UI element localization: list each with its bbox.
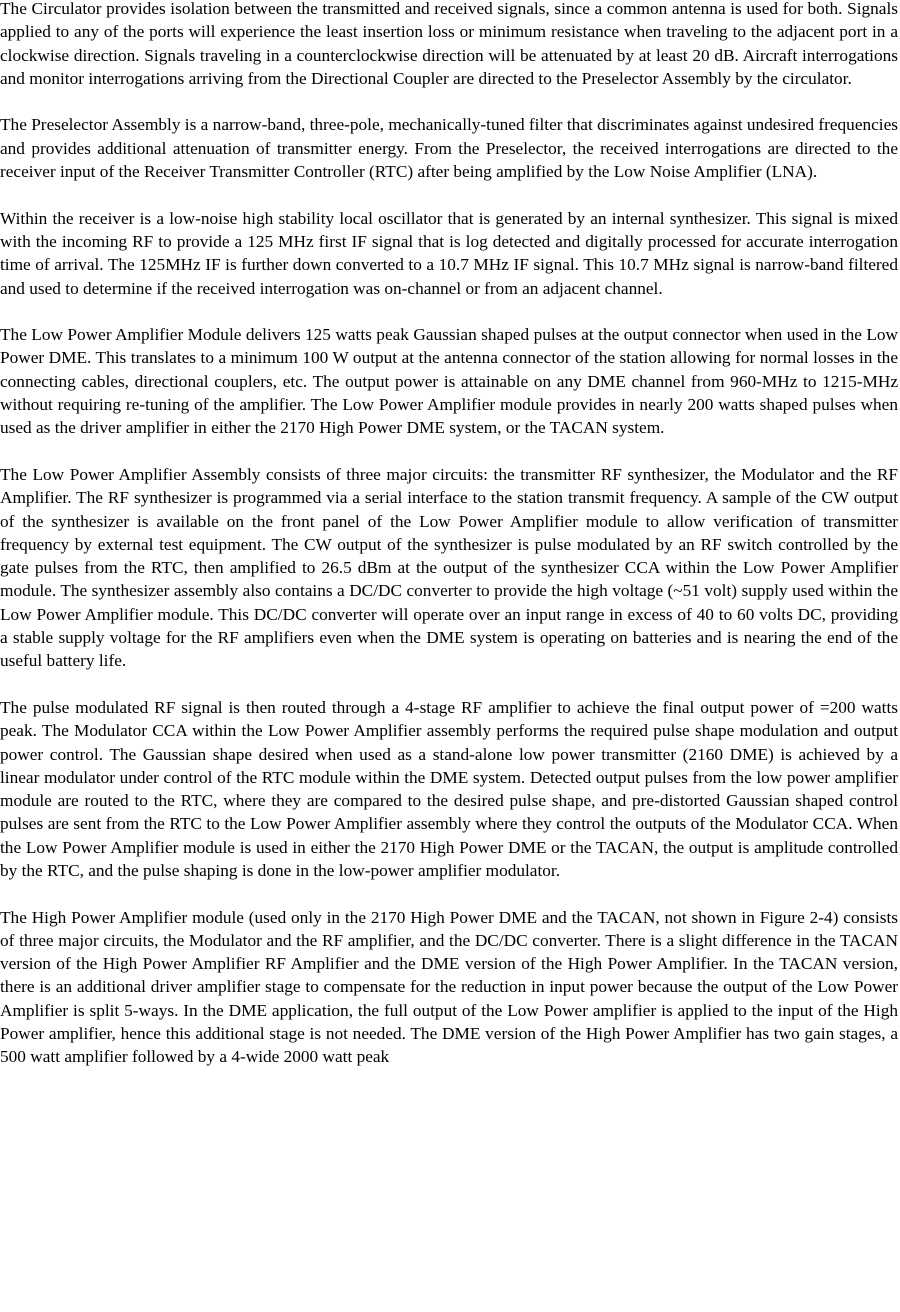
- paragraph-low-power-amplifier-module: The Low Power Amplifier Module delivers 125 watts peak Gaussian shaped pulses at the output connector when used in the Low Power DME. This translates to a minimum 100 W output at the antenna connector of the station allowing for normal losses in the connecting cables, directional couplers, etc. The output power is attainable on any DME channel from 960-MHz to 1215-MHz without requiring re-tuning of the amplifier. The Low Power Amplifier module provides in nearly 200 watts shaped pulses when used as the driver amplifier in either the 2170 High Power DME system, or the TACAN system.: [0, 325, 898, 438]
- paragraph-circulator: The Circulator provides isolation between the transmitted and received signals, since a common antenna is used for both. Signals applied to any of the ports will experience the least insertion loss or minimum resistance when traveling to the adjacent port in a clockwise direction. Signals traveling in a counterclockwise direction will be attenuated by at least 20 dB. Aircraft interrogations and monitor interrogations arriving from the Directional Coupler are directed to the Preselector Assembly by the circulator.: [0, 0, 898, 88]
- paragraph-preselector: The Preselector Assembly is a narrow-band, three-pole, mechanically-tuned filter that discriminates against undesired frequencies and provides additional attenuation of transmitter energy. From the Preselector, the received interrogations are directed to the receiver input of the Receiver Transmitter Controller (RTC) after being amplified by the Low Noise Amplifier (LNA).: [0, 115, 898, 182]
- paragraph-receiver: Within the receiver is a low-noise high stability local oscillator that is generated by an internal synthesizer. This signal is mixed with the incoming RF to provide a 125 MHz first IF signal that is log detected and digitally processed for accurate interrogation time of arrival. The 125MHz IF is further down converted to a 10.7 MHz IF signal. This 10.7 MHz signal is narrow-band filtered and used to determine if the received interrogation was on-channel or from an adjacent channel.: [0, 208, 898, 298]
- paragraph-high-power-amplifier: The High Power Amplifier module (used only in the 2170 High Power DME and the TACAN, not shown in Figure 2-4) consists of three major circuits, the Modulator and the RF amplifier, and the DC/DC converter. There is a slight difference in the TACAN version of the High Power Amplifier RF Amplifier and the DME version of the High Power Amplifier. In the TACAN version, there is an additional driver amplifier stage to compensate for the reduction in input power because the output of the Low Power Amplifier is split 5-ways. In the DME application, the full output of the Low Power amplifier is applied to the input of the High Power amplifier, hence this additional stage is not needed. The DME version of the High Power Amplifier has two gain stages, a 500 watt amplifier followed by a 4-wide 2000 watt peak: [0, 907, 898, 1067]
- paragraph-pulse-modulation: The pulse modulated RF signal is then routed through a 4-stage RF amplifier to achieve the final output power of =200 watts peak. The Modulator CCA within the Low Power Amplifier assembly performs the required pulse shape modulation and output power control. The Gaussian shape desired when used as a stand-alone low power transmitter (2160 DME) is achieved by a linear modulator under control of the RTC module within the DME system. Detected output pulses from the low power amplifier module are routed to the RTC, where they are compared to the desired pulse shape, and pre-distorted Gaussian shaped control pulses are sent from the RTC to the Low Power Amplifier assembly where they control the outputs of the Modulator CCA. When the Low Power Amplifier module is used in either the 2170 High Power DME or the TACAN, the output is amplitude controlled by the RTC, and the pulse shaping is done in the low-power amplifier modulator.: [0, 697, 898, 880]
- paragraph-low-power-amplifier-assembly: The Low Power Amplifier Assembly consists of three major circuits: the transmitter RF synthesizer, the Modulator and the RF Amplifier. The RF synthesizer is programmed via a serial interface to the station transmit frequency. A sample of the CW output of the synthesizer is available on the front panel of the Low Power Amplifier module to allow verification of transmitter frequency by external test equipment. The CW output of the synthesizer is pulse modulated by an RF switch controlled by the gate pulses from the RTC, then amplified to 26.5 dBm at the output of the synthesizer CCA within the Low Power Amplifier module. The synthesizer assembly also contains a DC/DC converter to provide the high voltage (~51 volt) supply used within the Low Power Amplifier module. This DC/DC converter will operate over an input range in excess of 40 to 60 volts DC, providing a stable supply voltage for the RF amplifiers even when the DME system is operating on batteries and is nearing the end of the useful battery life.: [0, 464, 898, 671]
